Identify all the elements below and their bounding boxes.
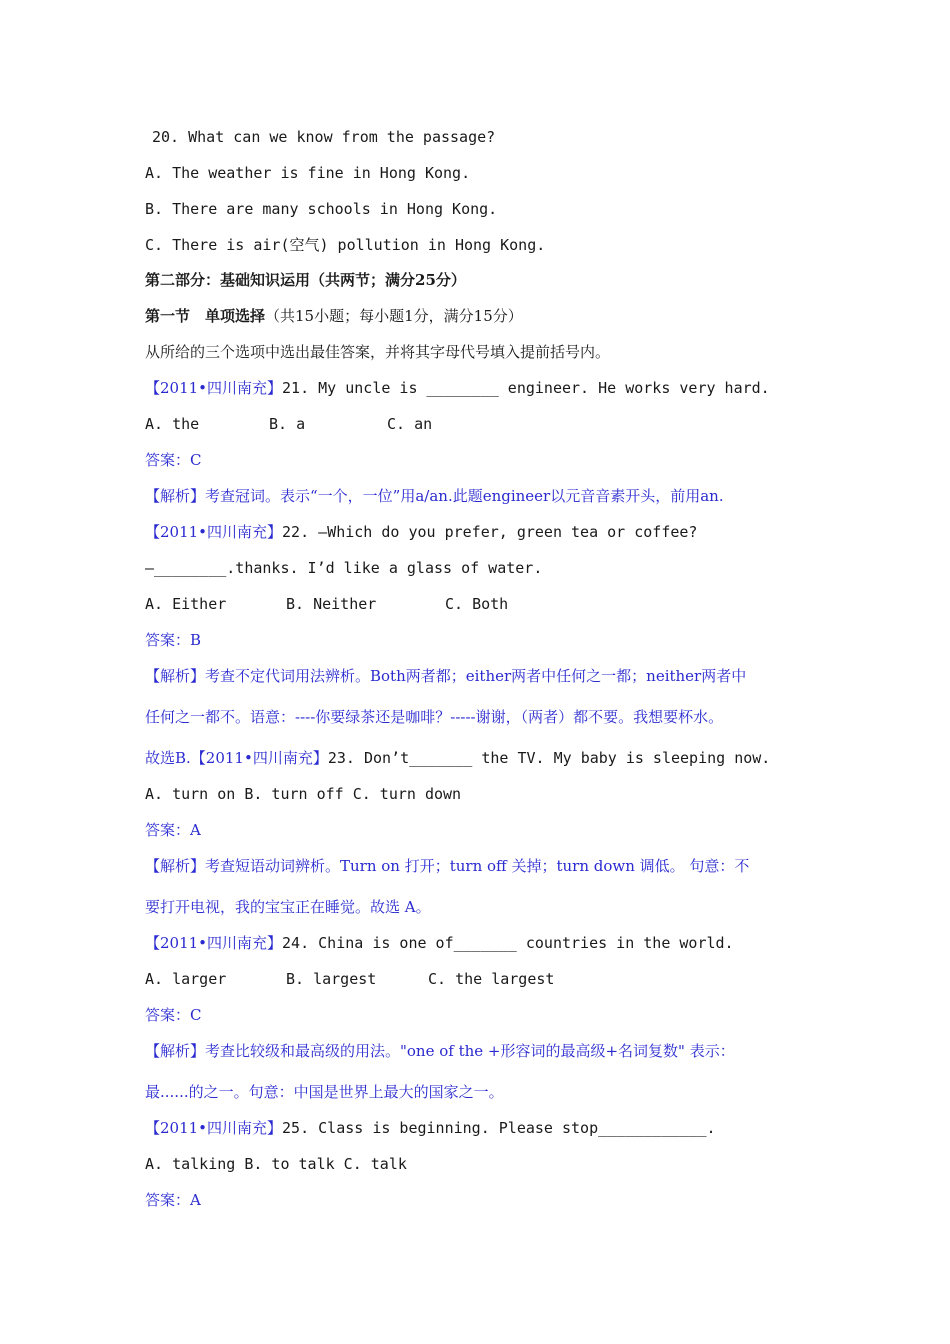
- explanation-22-line3: 故选B.: [145, 749, 191, 767]
- question-22: [145, 522, 697, 542]
- question-text: 24. China is one of_______ countries in the world.: [282, 934, 734, 952]
- options-22: [145, 594, 508, 614]
- question-24: [145, 933, 734, 953]
- source-tag: 【2011•四川南充】: [190, 749, 328, 767]
- source-tag: 【2011•四川南充】: [145, 523, 283, 541]
- question-text: 21. My uncle is ________ engineer. He works very hard.: [282, 379, 770, 397]
- options-23: A. turn on B. turn off C. turn down: [145, 785, 462, 803]
- source-tag: 【2011•四川南充】: [145, 379, 283, 397]
- explanation-22-line2: 任何之一都不。语意：----你要绿茶还是咖啡？-----谢谢，（两者）都不要。我想要杯水。: [145, 708, 724, 726]
- options-21: [145, 414, 432, 434]
- question-20: 20. What can we know from the passage?: [152, 128, 496, 146]
- question-22-reply: —________.thanks. I’d like a glass of water.: [145, 559, 543, 577]
- explanation-22-line1: 【解析】考查不定代词用法辨析。Both两者都；either两者中任何之一都；neither两者中: [145, 667, 747, 685]
- option-22-b: B. Neither: [286, 595, 377, 613]
- explanation-23-line2: 要打开电视，我的宝宝正在睡觉。故选 A。: [145, 898, 431, 916]
- answer-25: 答案：A: [145, 1191, 201, 1209]
- explanation-24-line1: 【解析】考查比较级和最高级的用法。"one of the +形容词的最高级+名词复数" 表示：: [145, 1042, 735, 1060]
- answer-24: 答案：C: [145, 1006, 202, 1024]
- option-22-c: C. Both: [445, 595, 509, 613]
- option-24-c: C. the largest: [428, 970, 555, 988]
- question-text: 25. Class is beginning. Please stop____________.: [282, 1119, 716, 1137]
- question-text: 23. Don’t_______ the TV. My baby is sleeping now.: [327, 749, 771, 767]
- option-22-a: A. Either: [145, 595, 227, 613]
- question-25: [145, 1118, 716, 1138]
- answer-22: 答案：B: [145, 631, 202, 649]
- explanation-23-line1: 【解析】考查短语动词辨析。Turn on 打开；turn off 关掉；turn down 调低。 句意：不: [145, 857, 750, 875]
- question-text: 22. —Which do you prefer, green tea or coffee?: [282, 523, 698, 541]
- section1-note: （共15小题；每小题1分，满分15分）: [265, 307, 523, 325]
- explanation-24-line2: 最......的之一。句意：中国是世界上最大的国家之一。: [145, 1083, 504, 1101]
- section1-heading: [145, 306, 523, 326]
- options-24: [145, 969, 554, 989]
- section1-title: 第一节 单项选择: [145, 307, 266, 325]
- option-20-b: B. There are many schools in Hong Kong.: [145, 200, 498, 218]
- option-24-b: B. largest: [286, 970, 377, 988]
- option-20-c: C. There is air(空气) pollution in Hong Kong.: [145, 236, 546, 254]
- options-25: A. talking B. to talk C. talk: [145, 1155, 407, 1173]
- option-20-a: A. The weather is fine in Hong Kong.: [145, 164, 471, 182]
- part2-heading: 第二部分：基础知识运用（共两节；满分25分）: [145, 271, 466, 289]
- source-tag: 【2011•四川南充】: [145, 934, 283, 952]
- answer-23: 答案：A: [145, 821, 201, 839]
- explanation-21: 【解析】考查冠词。表示“一个，一位”用a/an.此题engineer以元音音素开头，前用an.: [145, 487, 724, 505]
- question-23: [145, 748, 770, 768]
- option-21-b: B. a: [269, 415, 306, 433]
- answer-21: 答案：C: [145, 451, 202, 469]
- instruction-text: 从所给的三个选项中选出最佳答案，并将其字母代号填入提前括号内。: [145, 343, 611, 361]
- option-24-a: A. larger: [145, 970, 227, 988]
- option-21-a: A. the: [145, 415, 200, 433]
- question-21: [145, 378, 770, 398]
- source-tag: 【2011•四川南充】: [145, 1119, 283, 1137]
- option-21-c: C. an: [387, 415, 433, 433]
